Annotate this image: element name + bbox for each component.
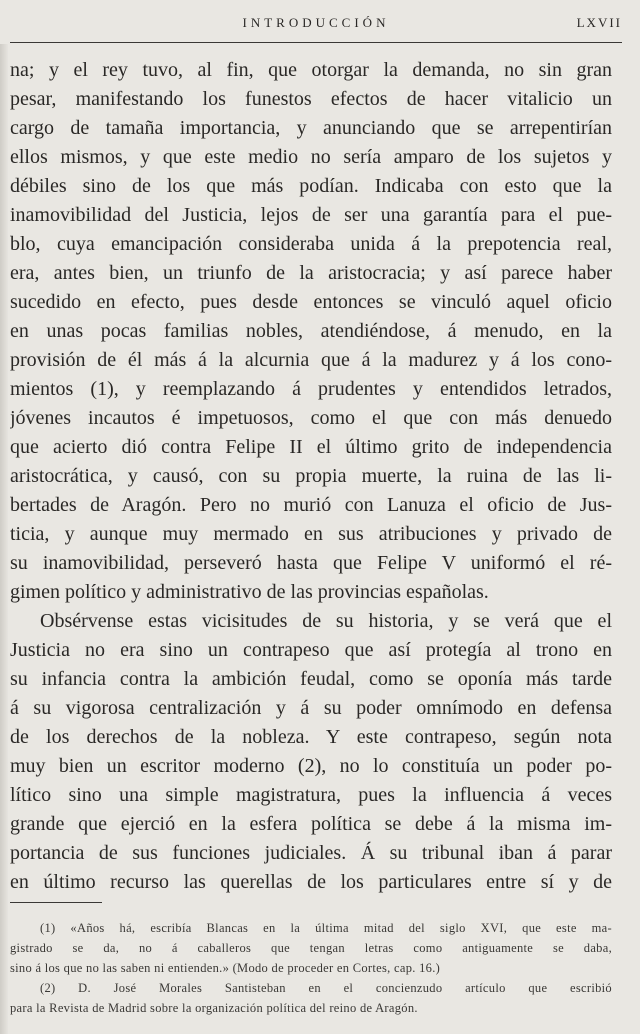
text-line: blo, cuya emancipación consideraba unida á la prepotencia real, [10, 233, 612, 255]
text-line: su infancia contra la ambición feudal, como se oponía más tarde [10, 668, 612, 690]
text-line: gimen político y administrativo de las provincias españolas. [10, 581, 489, 603]
page-number: LXVII [576, 15, 622, 30]
footnote-line: (2) D. José Morales Santisteban en el concienzudo artículo que escribió [40, 981, 612, 995]
footnotes [10, 918, 612, 1018]
text-line: en último recurso las querellas de los particulares entre sí y de [10, 871, 612, 893]
binding-gutter [0, 44, 8, 1034]
text-line: Obsérvense estas vicisitudes de su historia, y se verá que el [40, 610, 612, 632]
text-line: de los derechos de la nobleza. Y este contrapeso, según nota [10, 726, 612, 748]
text-line: bertades de Aragón. Pero no murió con Lanuza el oficio de Jus- [10, 494, 612, 516]
text-line: Justicia no era sino un contrapeso que así protegía al trono en [10, 639, 612, 661]
header-rule [10, 42, 622, 43]
text-line: ticia, y aunque muy mermado en sus atribuciones y privado de [10, 523, 612, 545]
text-line: que acierto dió contra Felipe II el último grito de independencia [10, 436, 612, 458]
text-line: lítico sino una simple magistratura, pues la influencia á veces [10, 784, 612, 806]
footnote-line: sino á los que no las saben ni entienden.» (Modo de proceder en Cortes, cap. 16.) [10, 961, 441, 975]
page-header [10, 14, 622, 34]
running-title: INTRODUCCIÓN [242, 15, 390, 30]
footnote-line: para la Revista de Madrid sobre la organización política del reino de Aragón. [10, 1001, 418, 1015]
text-line: jóvenes incautos é impetuosos, como el que con más denuedo [10, 407, 612, 429]
text-line: en unas pocas familias nobles, atendiéndose, á menudo, en la [10, 320, 612, 342]
text-line: era, antes bien, un triunfo de la aristocracia; y así parece haber [10, 262, 612, 284]
text-line: provisión de él más á la alcurnia que á la madurez y á los cono- [10, 349, 612, 371]
text-line: cargo de tamaña importancia, y anunciando que se arrepentirían [10, 117, 612, 139]
text-line: á su vigorosa centralización y á su poder omnímodo en defensa [10, 697, 612, 719]
text-line: pesar, manifestando los funestos efectos de hacer vitalicio un [10, 88, 612, 110]
text-line: na; y el rey tuvo, al fin, que otorgar la demanda, no sin gran [10, 59, 612, 81]
text-line: muy bien un escritor moderno (2), no lo constituía un poder po- [10, 755, 612, 777]
text-line: portancia de sus funciones judiciales. Á su tribunal iban á parar [10, 842, 612, 864]
text-line: sucedido en efecto, pues desde entonces se vinculó aquel oficio [10, 291, 612, 313]
text-line: grande que ejerció en la esfera política se debe á la misma im- [10, 813, 612, 835]
text-line: débiles sino de los que más podían. Indicaba con esto que la [10, 175, 612, 197]
body-text [10, 56, 612, 897]
text-line: mientos (1), y reemplazando á prudentes y entendidos letrados, [10, 378, 612, 400]
footnote-line: gistrado se da, no á caballeros que tengan letras como antiguamente se daba, [10, 941, 612, 955]
text-line: inamovibilidad del Justicia, lejos de ser una garantía para el pue- [10, 204, 612, 226]
text-line: ellos mismos, y que este medio no sería amparo de los sujetos y [10, 146, 612, 168]
text-line: su inamovibilidad, perseveró hasta que Felipe V uniformó el ré- [10, 552, 612, 574]
footnote-line: (1) «Años há, escribía Blancas en la última mitad del siglo XVI, que este ma- [40, 921, 612, 935]
footnote-rule [10, 902, 102, 903]
text-line: aristocrática, y causó, con su propia muerte, la ruina de las li- [10, 465, 612, 487]
